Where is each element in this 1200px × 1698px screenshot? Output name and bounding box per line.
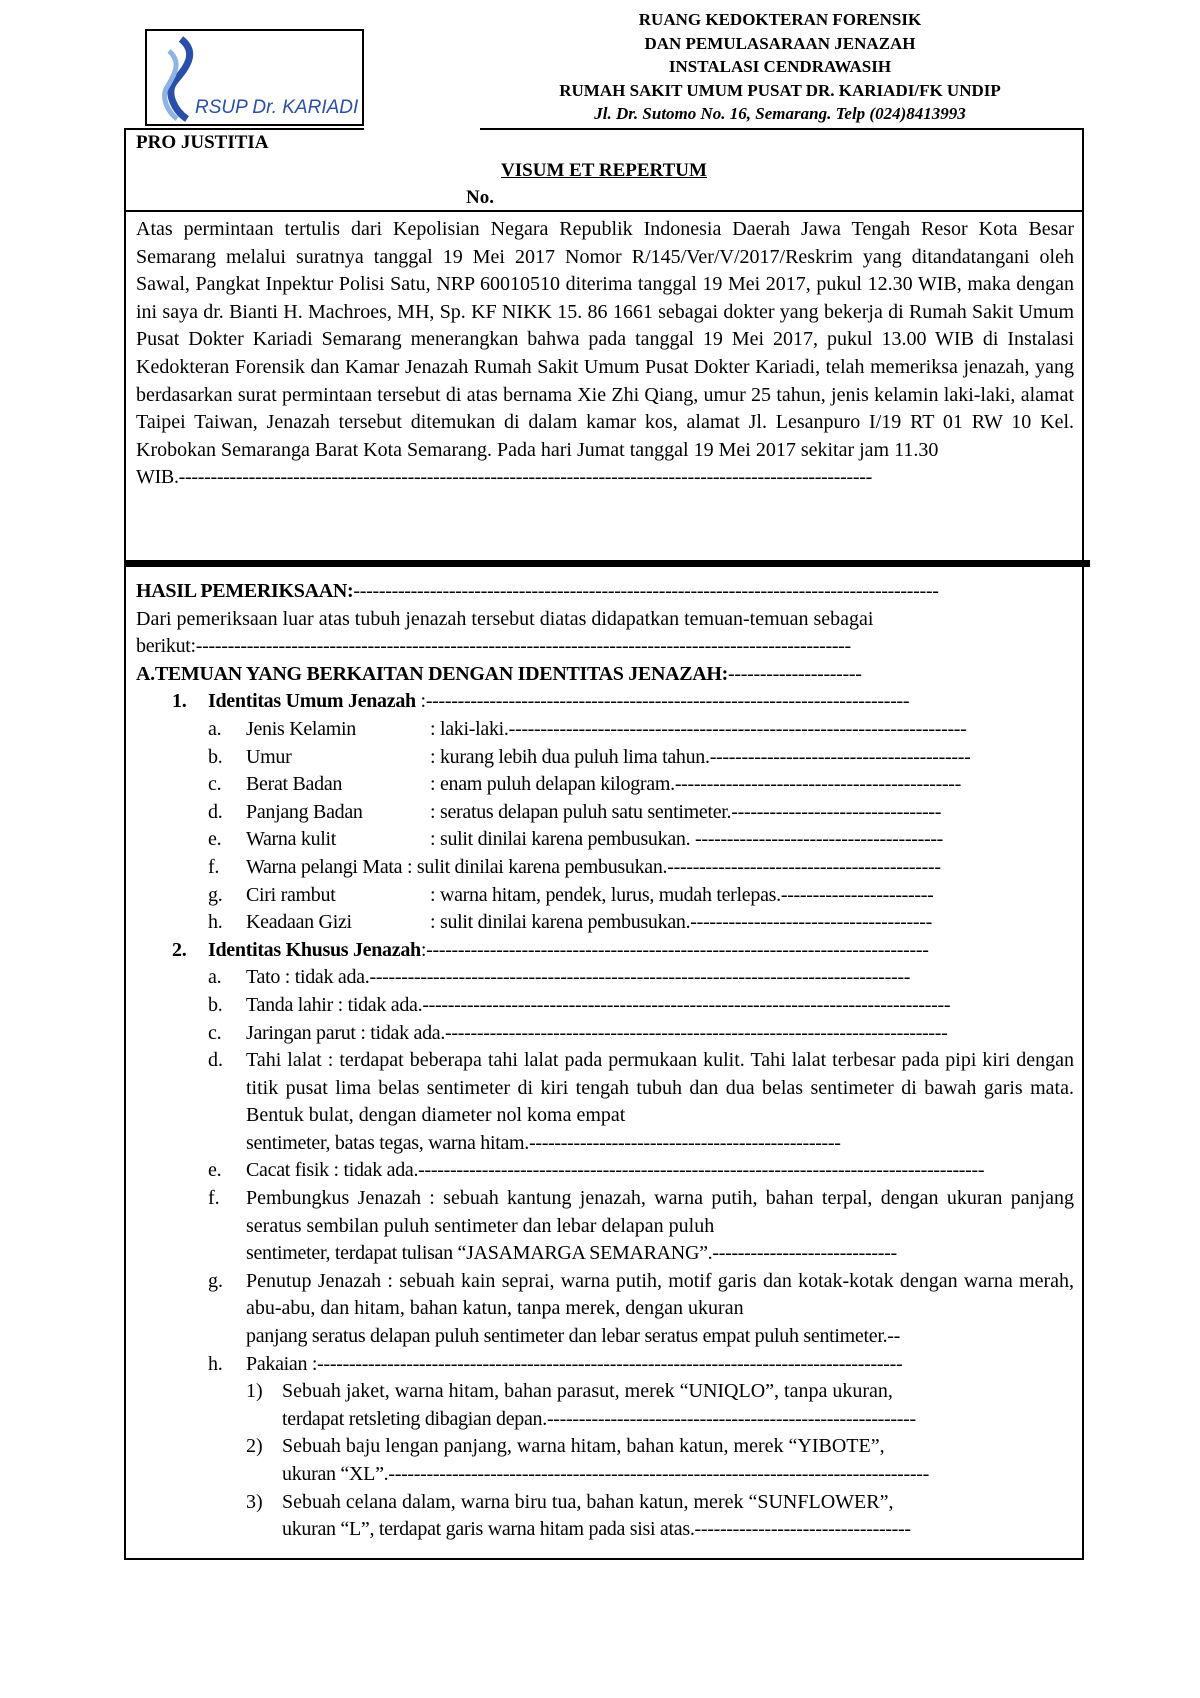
results-lead: Dari pemeriksaan luar atas tubuh jenazah tersebut diatas didapatkan temuan-temuan sebagai — [136, 607, 874, 630]
item-letter: a. — [208, 717, 222, 740]
intro-paragraph — [136, 216, 1074, 492]
list-item — [136, 1268, 1074, 1351]
document-number: No. — [466, 187, 494, 208]
clothing-text-end: terdapat retsleting dibagian depan.---------------------------------------------------------- — [282, 1407, 916, 1430]
header-line-4: RUMAH SAKIT UMUM PUSAT DR. KARIADI/FK UNDIP — [559, 80, 1001, 100]
list-item — [136, 854, 1074, 882]
examination-results — [136, 578, 1074, 1544]
item-text: Cacat fisik : tidak ada.----------------------------------------------------------------------------------------- — [246, 1159, 985, 1182]
general-title-row — [208, 688, 909, 716]
item-value: : sulit dinilai karena pembusukan. --------------------------------------- — [430, 828, 944, 851]
item-value: : enam puluh delapan kilogram.--------------------------------------------- — [430, 773, 962, 796]
header-line-3: INSTALASI CENDRAWASIH — [668, 57, 892, 76]
clothing-item — [136, 1489, 1074, 1544]
results-heading-dash: -------------------------------------------------------------------------------------------- — [353, 580, 939, 602]
item-letter: e. — [208, 1159, 222, 1182]
clothing-text: Sebuah baju lengan panjang, warna hitam, bahan katun, merek “YIBOTE”, — [282, 1435, 885, 1458]
document-title: VISUM ET REPERTUM — [501, 160, 707, 181]
header-line-2: DAN PEMULASARAAN JENAZAH — [644, 33, 916, 53]
item-letter: f. — [208, 855, 220, 878]
list-item — [136, 909, 1074, 937]
list-item — [136, 716, 1074, 744]
item-text: Pakaian :-------------------------------------------------------------------------------------------- — [246, 1352, 903, 1375]
results-heading-row — [136, 578, 1074, 606]
list-item — [136, 1185, 1074, 1268]
item-label: Panjang Badan — [246, 800, 363, 823]
special-title-dash: :------------------------------------------------------------------------------- — [420, 938, 929, 961]
item-letter: g. — [208, 1269, 223, 1292]
frame-gap — [364, 126, 480, 130]
item-value: : laki-laki.------------------------------------------------------------------------ — [430, 717, 967, 740]
item-letter: e. — [208, 828, 222, 851]
pro-justitia: PRO JUSTITIA — [136, 132, 269, 153]
section-a-dash: --------------------- — [728, 662, 862, 685]
item-value: : kurang lebih dua puluh lima tahun.----------------------------------------- — [430, 745, 971, 768]
item-label: Ciri rambut — [246, 883, 336, 906]
item-letter: a. — [208, 966, 222, 989]
item-text-end: panjang seratus delapan puluh sentimeter dan lebar seratus empat puluh sentimeter.-- — [246, 1325, 901, 1348]
section-a-title: A.TEMUAN YANG BERKAITAN DENGAN IDENTITAS JENAZAH: — [136, 662, 729, 685]
general-title-dash: :---------------------------------------------------------------------------- — [415, 690, 910, 713]
item-text: Tanda lahir : tidak ada.----------------------------------------------------------------------------------- — [246, 993, 951, 1016]
general-title: Identitas Umum Jenazah — [208, 690, 416, 713]
intro-end: WIB.------------------------------------------------------------------------------------------------------------- — [136, 466, 872, 489]
item-value: : seratus delapan puluh satu sentimeter.--------------------------------- — [430, 800, 942, 823]
item-text: Penutup Jenazah : sebuah kain seprai, warna putih, motif garis dan kotak-kotak dengan warna merah, abu-abu, dan hitam, bahan katun, tanpa merek, dengan ukuran — [246, 1269, 1074, 1320]
item-label: Warna kulit — [246, 828, 337, 851]
item-label: Warna pelangi Mata : sulit dinilai karena pembusukan.------------------------------------------- — [246, 855, 941, 878]
item-letter: b. — [208, 745, 223, 768]
clothing-item — [136, 1378, 1074, 1433]
item-text-end: sentimeter, terdapat tulisan “JASAMARGA SEMARANG”.----------------------------- — [246, 1242, 897, 1265]
general-identity-heading — [136, 688, 1074, 716]
special-identity-heading — [136, 937, 1074, 965]
item-letter: d. — [208, 800, 223, 823]
item-text-end: sentimeter, batas tegas, warna hitam.------------------------------------------------- — [246, 1131, 841, 1154]
special-title-row — [208, 937, 929, 965]
intro-text: Atas permintaan tertulis dari Kepolisian Negara Republik Indonesia Daerah Jawa Tengah Resor Kota Besar Semarang melalui suratnya tanggal 19 Mei 2017 Nomor R/145/Ver/V/2017/Reskrim yang ditandatangani oleh Sawal, Pangkat Inpektur Polisi Satu, NRP 60010510 diterima tanggal 19 Mei 2017, pukul 12.30 WIB, maka dengan ini saya dr. Bianti H. Machroes, MH, Sp. KF NIKK 15. 86 1661 sebagai dokter yang bekerja di Rumah Sakit Umum Pusat Dokter Kariadi Semarang menerangkan bahwa pada tanggal 19 Mei 2017, pukul 13.00 WIB di Instalasi Kedokteran Forensik dan Kamar Jenazah Rumah Sakit Umum Pusat Dokter Kariadi, telah memeriksa jenazah, yang berdasarkan surat permintaan tersebut di atas bernama Xie Zhi Qiang, umur 25 tahun, jenis kelamin laki-laki, alamat Taipei Taiwan, Jenazah tersebut ditemukan di dalam kamar kos, alamat Jl. Lesanpuro I/19 RT 01 RW 10 Kel. Krobokan Semaranga Barat Kota Semarang. Pada hari Jumat tanggal 19 Mei 2017 sekitar jam 11.30 — [136, 218, 1074, 461]
item-letter: b. — [208, 993, 223, 1016]
clothing-text-end: ukuran “L”, terdapat garis warna hitam pada sisi atas.---------------------------------- — [282, 1518, 911, 1541]
header-line-1: RUANG KEDOKTERAN FORENSIK — [638, 10, 922, 29]
results-heading: HASIL PEMERIKSAAN: — [136, 580, 354, 602]
item-letter: g. — [208, 883, 223, 906]
item-label: Jenis Kelamin — [246, 717, 356, 740]
item-value: : sulit dinilai karena pembusukan.-------------------------------------- — [430, 911, 932, 934]
item-letter: c. — [208, 773, 222, 796]
clothing-number: 2) — [246, 1435, 263, 1458]
section-a-row — [136, 661, 1074, 689]
list-item — [136, 744, 1074, 772]
item-label: Umur — [246, 745, 292, 768]
list-item — [136, 992, 1074, 1020]
list-item — [136, 1351, 1074, 1379]
item-text: Tahi lalat : terdapat beberapa tahi lalat pada permukaan kulit. Tahi lalat terbesar pada pipi kiri dengan titik pusat lima belas sentimeter di kiri tengah tubuh dan dua belas sentimeter di bawah garis mata. Bentuk bulat, dengan diameter nol koma empat — [246, 1049, 1074, 1127]
clothing-text: Sebuah jaket, warna hitam, bahan parasut, merek “UNIQLO”, tanpa ukuran, — [282, 1380, 893, 1403]
list-item — [136, 1157, 1074, 1185]
clothing-item — [136, 1433, 1074, 1488]
section-separator — [126, 560, 1090, 567]
clothing-number: 3) — [246, 1490, 263, 1513]
item-letter: h. — [208, 911, 223, 934]
item-letter: c. — [208, 1021, 222, 1044]
header-address: Jl. Dr. Sutomo No. 16, Semarang. Telp (024)8413993 — [594, 104, 966, 123]
special-number: 2. — [172, 938, 187, 961]
special-title: Identitas Khusus Jenazah — [208, 938, 421, 961]
item-label: Berat Badan — [246, 773, 343, 796]
item-letter: f. — [208, 1187, 220, 1210]
item-text: Tato : tidak ada.------------------------------------------------------------------------------------- — [246, 966, 911, 989]
list-item — [136, 1047, 1074, 1157]
item-letter: h. — [208, 1352, 223, 1375]
results-lead-end: berikut:------------------------------------------------------------------------------------------------------- — [136, 635, 851, 658]
clothing-number: 1) — [246, 1380, 263, 1403]
clothing-text: Sebuah celana dalam, warna biru tua, bahan katun, merek “SUNFLOWER”, — [282, 1490, 894, 1513]
logo-text: RSUP Dr. KARIADI — [195, 97, 359, 118]
title-separator — [124, 210, 1084, 212]
item-label: Keadaan Gizi — [246, 911, 352, 934]
hospital-logo — [145, 29, 364, 126]
list-item — [136, 826, 1074, 854]
item-value: : warna hitam, pendek, lurus, mudah terlepas.------------------------ — [430, 883, 934, 906]
general-number: 1. — [172, 690, 187, 713]
institution-header — [480, 8, 1080, 126]
list-item — [136, 771, 1074, 799]
list-item — [136, 1020, 1074, 1048]
list-item — [136, 882, 1074, 910]
item-text: Jaringan parut : tidak ada.------------------------------------------------------------------------------- — [246, 1021, 948, 1044]
list-item — [136, 799, 1074, 827]
list-item — [136, 964, 1074, 992]
item-letter: d. — [208, 1049, 223, 1072]
item-text: Pembungkus Jenazah : sebuah kantung jenazah, warna putih, bahan terpal, dengan ukuran panjang seratus sembilan puluh sentimeter dan lebar delapan puluh — [246, 1187, 1074, 1237]
clothing-text-end: ukuran “XL”.------------------------------------------------------------------------------------- — [282, 1463, 929, 1485]
